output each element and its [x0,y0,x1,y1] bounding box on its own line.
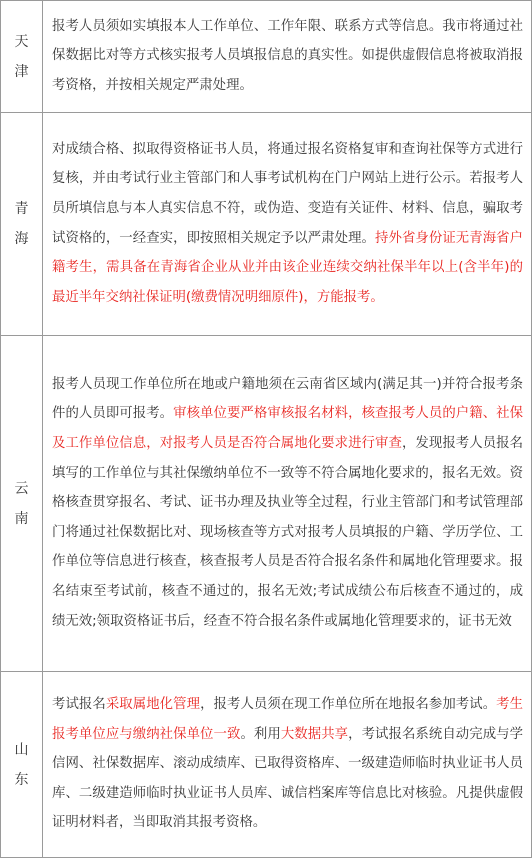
content-cell-qinghai [43,113,532,336]
region-char: 津 [14,63,29,80]
highlighted-text-segment: 大数据共享 [280,726,349,742]
text-segment: ，考试报名系统自动完成与学信网、社保数据库、滚动成绩库、已取得资格库、一级建造师临时执业证书人员库、二级建造师临时执业证书人员库、诚信档案库等信息比对核验。凡提供虚假证明材料者，当即取消其报考资格。 [52,726,524,831]
highlighted-text-segment: 考生报考单位应与缴纳社保单位一致 [52,697,524,742]
table-row-yunnan [1,336,532,672]
text-segment: 考试报名 [52,697,106,713]
table-row-qinghai [1,113,532,336]
region-cell-shandong [1,672,43,858]
highlighted-text-segment: 审核单位要严格审核报名材料，核查报考人员的户籍、社保及工作单位信息，对报考人员是否符合属地化要求进行审查 [52,406,524,452]
text-segment: 。利用 [240,726,281,742]
region-cell-qinghai [1,113,43,336]
region-char: 东 [14,771,29,788]
region-char: 天 [14,33,29,50]
table-row-tianjin [1,1,532,113]
region-char: 山 [14,741,29,758]
region-char: 云 [14,480,29,497]
content-cell-yunnan [43,336,532,672]
text-segment: 对成绩合格、拟取得资格证书人员，将通过报名资格复审和查询社保等方式进行复核，并由考试行业主管部门和人事考试机构在门户网站上进行公示。若报考人员所填信息与本人真实信息不符，或伪造、变造有关证件、材料、信息，骗取考试资格的，一经查实，即按照相关规定予以严肃处理。 [52,141,523,246]
content-cell-tianjin [43,1,532,113]
region-cell-tianjin [1,1,43,113]
text-segment: 报考人员须如实填报本人工作单位、工作年限、联系方式等信息。我市将通过社保数据比对等方式核实报考人员填报信息的真实性。如提供虚假信息将被取消报考资格，并按相关规定严肃处理。 [52,18,523,93]
table-row-shandong [1,672,532,858]
highlighted-text-segment: 持外省身份证无青海省户籍考生，需具备在青海省企业从业并由该企业连续交纳社保半年以上(含半年)的最近半年交纳社保证明(缴费情况明细原件)，方能报考。 [52,230,524,305]
text-segment: 报考人员现工作单位所在地或户籍地须在云南省区域内(满足其一)并符合报考条件的人员即可报考。 [52,376,523,422]
region-char: 海 [14,231,29,247]
region-cell-yunnan [1,336,43,672]
region-char: 南 [14,510,29,527]
region-char: 青 [14,201,29,217]
highlighted-text-segment: 采取属地化管理 [105,697,201,713]
text-segment: ，报考人员须在现工作单位所在地报名参加考试。 [200,697,497,713]
content-cell-shandong [43,672,532,858]
text-segment: ，发现报考人员报名填写的工作单位与其社保缴纳单位不一致等不符合属地化要求的，报名无效。资格核查贯穿报名、考试、证书办理及执业等全过程，行业主管部门和考试管理部门将通过社保数据比对、现场核查等方式对报考人员填报的户籍、学历学位、工作单位等信息进行核查，核查报考人员是否符合报名条件和属地化管理要求。报名结束至考试前，核查不通过的，报名无效;考试成绩公布后核查不通过的，成绩无效;领取资格证书后，经查不符合报名条件或属地化管理要求的，证书无效 [52,436,524,629]
